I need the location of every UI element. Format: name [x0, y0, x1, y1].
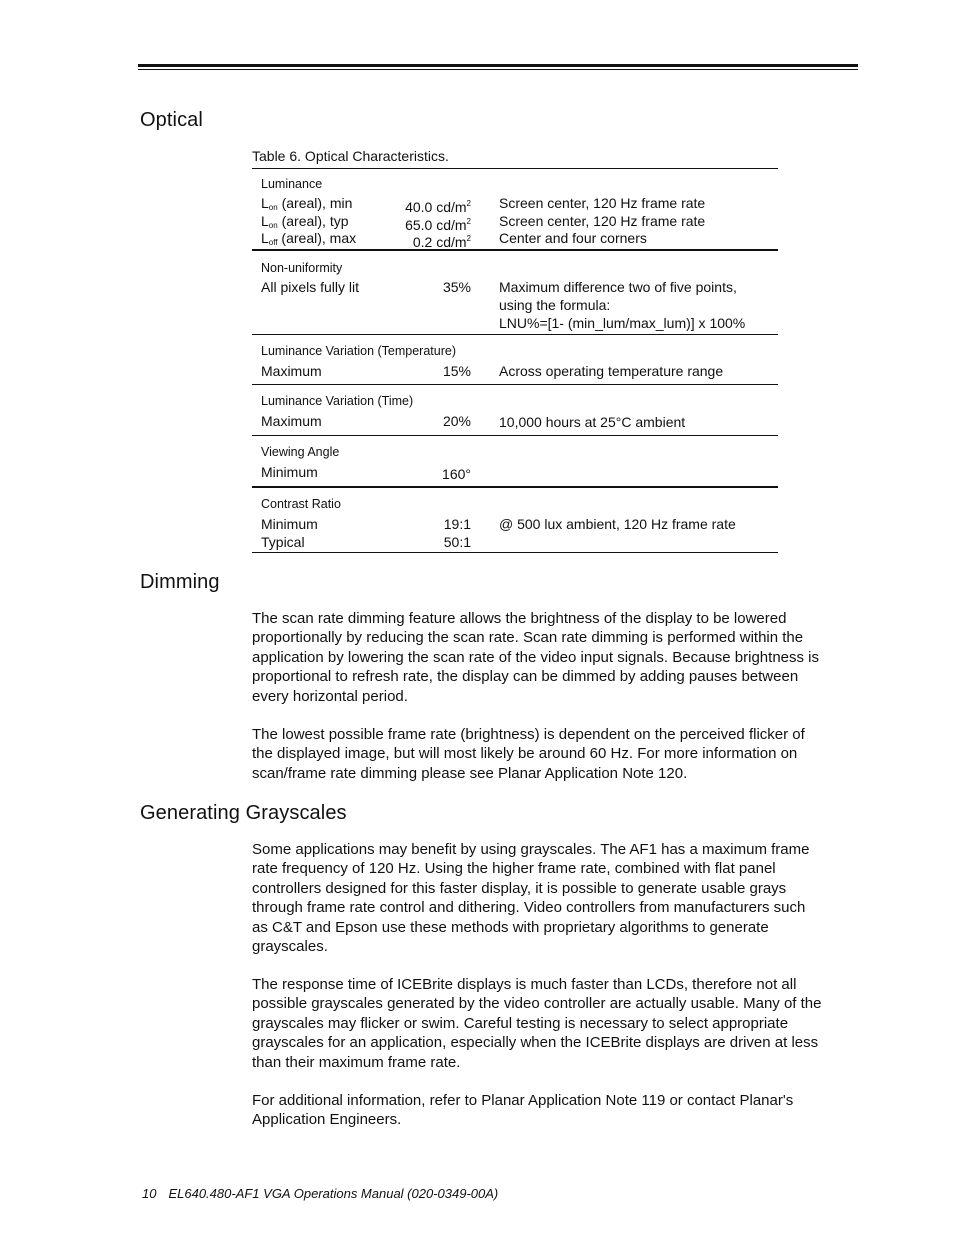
table-section-luminance [252, 169, 778, 251]
value-cell: 0.2 $cd/m^2$ [412, 234, 471, 250]
value-cell: 20% [442, 413, 471, 429]
dimming-paragraph-2: The lowest possible frame rate (brightness) is dependent on the perceived flicker of the displayed image, but will most likely be around 60 Hz. For more information on scan/frame rate dimming please see Planar Application Note 120. [252, 726, 805, 782]
condition-cell: Maximum difference two of five points, [499, 279, 737, 295]
header-rule-thick [138, 64, 858, 67]
condition-cell: using the formula: [499, 297, 611, 313]
condition-cell: Across operating temperature range [499, 363, 724, 379]
condition-cell: 10,000 hours at 25°C ambient [499, 414, 686, 430]
section-title: Luminance [261, 177, 323, 191]
section-heading-generating-grayscales: Generating Grayscales [140, 802, 347, 824]
page-footer [142, 1186, 498, 1201]
table-section-non-uniformity [252, 251, 778, 335]
value-cell: 65.0 $cd/m^2$ [405, 217, 471, 233]
condition-cell: LNU%=[1- (min_lum/max_lum)] x 100% [499, 315, 746, 331]
page-number: 10 [142, 1186, 157, 1201]
section-title: Luminance Variation (Time) [261, 394, 414, 408]
param-cell: $L_{on}$ (areal), min [261, 195, 353, 212]
grayscales-paragraph-1: Some applications may benefit by using grayscales. The AF1 has a maximum frame rate frequency of 120 Hz. Using the higher frame rate, combined with flat panel controllers designed for this faster display, it is possible to generate usable grays through frame rate control and dithering. Video controllers from manufacturers such as C&T and Epson use these methods with proprietary algorithms to generate grayscales. [252, 841, 810, 956]
value-cell: 50:1 [443, 534, 471, 550]
table-section-viewing-angle [252, 436, 778, 488]
manual-title: EL640.480-AF1 VGA Operations Manual (020-0349-00A) [168, 1186, 499, 1201]
grayscales-paragraph-3: For additional information, refer to Planar Application Note 119 or contact Planar's Application Engineers. [252, 1092, 794, 1129]
param-cell: Typical [261, 534, 305, 550]
param-cell: Minimum [261, 464, 318, 480]
grayscales-paragraph-2: The response time of ICEBrite displays is much faster than LCDs, therefore not all possible grayscales generated by the video controller are actually usable. Many of the grayscales may flicker or swim. Careful testing is necessary to select appropriate grayscales for an application, especially when the ICEBrite displays are driven at less than their maximum frame rate. [252, 976, 822, 1071]
param-cell: $L_{off}$ (areal), max [261, 230, 357, 247]
param-cell: Maximum [261, 363, 322, 379]
dimming-paragraph-1: The scan rate dimming feature allows the brightness of the display to be lowered proportionally by reducing the scan rate. Scan rate dimming is performed within the application by lowering the scan rate of the video input signals. Because brightness is proportional to refresh rate, the display can be dimmed by adding pauses between every horizontal period. [252, 610, 820, 705]
section-heading-optical: Optical [140, 109, 203, 131]
condition-cell: Screen center, 120 Hz frame rate [499, 213, 706, 229]
value-cell: 160° [442, 466, 471, 482]
table-caption: Table 6. Optical Characteristics. [252, 148, 449, 164]
section-heading-dimming: Dimming [140, 571, 220, 593]
value-cell: 40.0 $cd/m^2$ [405, 199, 471, 215]
condition-cell: Center and four corners [499, 230, 647, 246]
param-cell: Minimum [261, 516, 318, 532]
value-cell: 15% [442, 363, 471, 379]
table-section-contrast-ratio [252, 488, 778, 553]
param-cell: $L_{on}$ (areal), typ [261, 213, 349, 230]
section-title: Viewing Angle [261, 445, 340, 459]
section-title: Contrast Ratio [261, 497, 341, 511]
table-section-lum-var-temp [252, 335, 778, 385]
section-title: Luminance Variation (Temperature) [261, 344, 457, 358]
value-cell: 35% [442, 279, 471, 295]
param-cell: Maximum [261, 413, 322, 429]
optical-characteristics-table [252, 168, 778, 553]
table-section-lum-var-time [252, 385, 778, 436]
section-title: Non-uniformity [261, 261, 343, 275]
condition-cell: @ 500 lux ambient, 120 Hz frame rate [499, 516, 736, 532]
condition-cell: Screen center, 120 Hz frame rate [499, 195, 706, 211]
value-cell: 19:1 [443, 516, 471, 532]
param-cell: All pixels fully lit [261, 279, 360, 295]
header-rule-thin [138, 69, 858, 70]
